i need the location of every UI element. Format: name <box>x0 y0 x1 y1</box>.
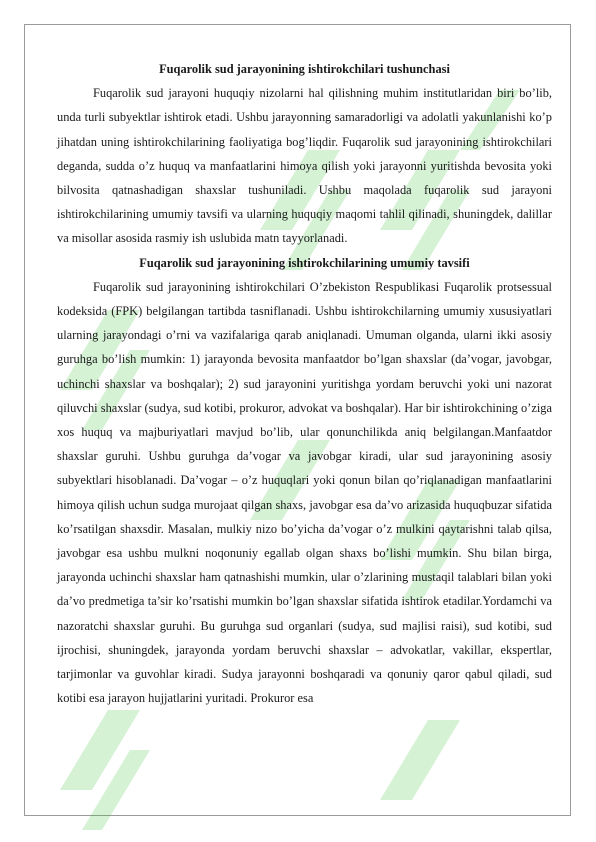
paragraph-intro: Fuqarolik sud jarayoni huquqiy nizolarni hal qilishning muhim institutlaridan biri bo’lib, unda turli subyektlar ishtirok etadi. Ushbu jarayonning samaradorligi va adolatli yakunlanishi ko’p jihatdan uning ishtirokchilarining faoliyatiga bog’liqdir. Fuqarolik sud jarayonining ishtirokchilari deganda, sudda o’z huquq va manfaatlarini himoya qilish yoki jarayonni yuritishda bevosita yoki bilvosita qatnashadigan shaxslar tushuniladi. Ushbu maqolada fuqarolik sud jarayoni ishtirokchilarining umumiy tavsifi va ularning huquqiy maqomi tahlil qilinadi, shuningdek, dalillar va misollar asosida rasmiy ish uslubida matn tayyorlanadi. <box>57 86 552 246</box>
section-heading-concept: Fuqarolik sud jarayonining ishtirokchilari tushunchasi <box>159 62 450 76</box>
section-heading-overview: Fuqarolik sud jarayonining ishtirokchilarining umumiy tavsifi <box>139 255 470 270</box>
paragraph-overview: Fuqarolik sud jarayonining ishtirokchilari O’zbekiston Respublikasi Fuqarolik protsessual kodeksida (FPK) belgilangan tartibda tasniflanadi. Ushbu ishtirokchilarning umumiy xususiyatlari ularning jarayondagi o’rni va vazifalariga qarab aniqlanadi. Umuman olganda, ularni ikki asosiy guruhga bo’lish mumkin: 1) jarayonda bevosita manfaatdor bo’lgan shaxslar (da’vogar, javobgar, uchinchi shaxslar va boshqalar); 2) sud jarayonini yuritishga yordam beruvchi yoki uni nazorat qiluvchi shaxslar (sudya, sud kotibi, prokuror, advokat va boshqalar). Har bir ishtirokchining o’ziga xos huquq va majburiyatlari mavjud bo’lib, ular qonunchilikda aniq belgilangan.Manfaatdor shaxslar guruhi. Ushbu guruhga da’vogar va javobgar kiradi, ular sud jarayonining asosiy subyektlari hisoblanadi. Da’vogar – o’z huquqlari yoki qonun bilan qo’riqlanadigan manfaatlarini himoya qilish uchun sudga murojaat qilgan shaxs, javobgar esa da’vo arizasida huquqbuzar sifatida ko’rsatilgan shaxsdir. Masalan, mulkiy nizo bo’yicha da’vogar o’z mulkini qaytarishni talab qilsa, javobgar esa ushbu mulkni noqonuniy egallab olgan shaxs bo’lishi mumkin. Shu bilan birga, jarayonda uchinchi shaxslar ham qatnashishi mumkin, ular o’zlarining mustaqil talablari bilan yoki da’vo predmetiga ta’sir ko’rsatishi mumkin bo’lgan shaxslar sifatida ishtirok etadilar.Yordamchi va nazoratchi shaxslar guruhi. Bu guruhga sud organlari (sudya, sud majlisi raisi), sud kotibi, sud ijrochisi, shuningdek, jarayonda yordam beruvchi shaxslar – advokatlar, vakillar, ekspertlar, tarjimonlar va guvohlar kiradi. Sudya jarayonni boshqaradi va qonuniy qaror qabul qiladi, sud kotibi esa jarayon hujjatlarini yuritadi. Prokuror esa <box>57 279 552 706</box>
document-body <box>57 57 552 710</box>
